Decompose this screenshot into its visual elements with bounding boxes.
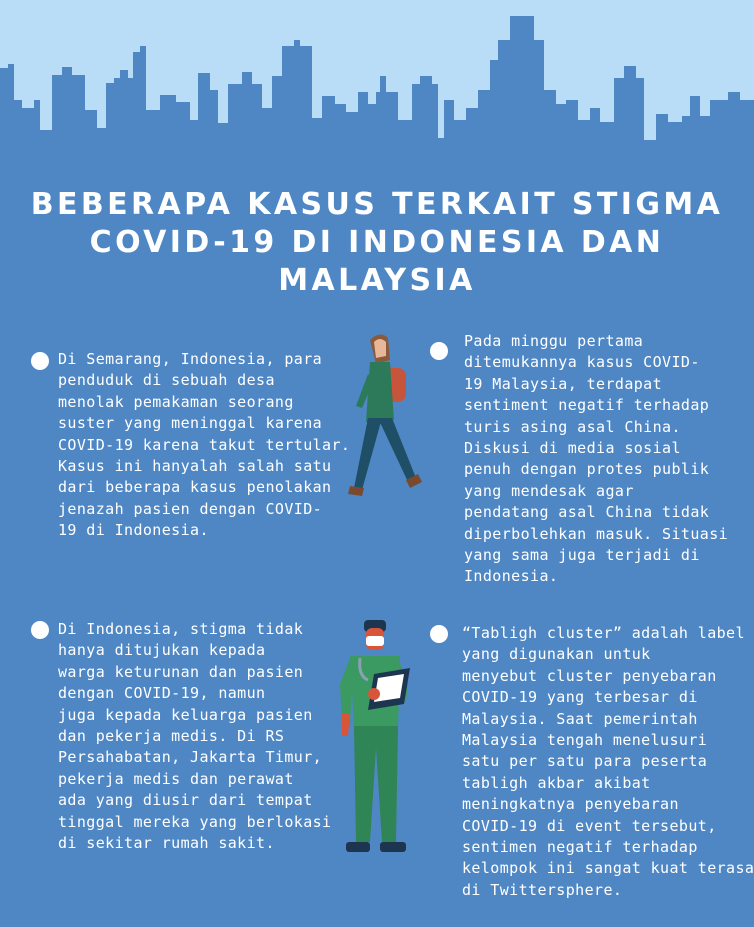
title-line: MALAYSIA bbox=[278, 263, 476, 298]
item-line: 19 Malaysia, terdapat bbox=[464, 374, 663, 393]
item-line: di sekitar rumah sakit. bbox=[58, 834, 275, 853]
bullet-circle-icon bbox=[31, 621, 49, 639]
item-line: turis asing asal China. bbox=[464, 417, 681, 436]
item-line: Di Indonesia, stigma tidak bbox=[58, 620, 304, 638]
item-line: kelompok ini sangat kuat terasa bbox=[462, 859, 754, 878]
item-line: dengan COVID-19, namun bbox=[58, 684, 266, 703]
item-line: tabligh akbar akibat bbox=[462, 773, 651, 792]
item-line: di Twittersphere. bbox=[462, 880, 623, 899]
case-item-tabligh-cluster bbox=[462, 623, 754, 901]
item-line: yang mendesak agar bbox=[464, 481, 634, 500]
traveler-with-backpack-illustration bbox=[340, 330, 430, 502]
item-line: suster yang meninggal karena bbox=[58, 414, 323, 433]
title-line: BEBERAPA KASUS TERKAIT STIGMA bbox=[30, 187, 724, 222]
item-line: menyebut cluster penyebaran bbox=[462, 666, 717, 685]
item-line: Pada minggu pertama bbox=[464, 332, 644, 350]
item-line: meningkatnya penyebaran bbox=[462, 795, 679, 814]
item-line: menolak pemakaman seorang bbox=[58, 392, 294, 411]
item-line: yang sama juga terjadi di bbox=[464, 546, 700, 565]
item-line: diperbolehkan masuk. Situasi bbox=[464, 524, 729, 543]
item-line: Indonesia. bbox=[464, 567, 559, 586]
item-line: 19 di Indonesia. bbox=[58, 521, 209, 540]
case-item-semarang bbox=[58, 349, 350, 542]
case-item-medical-workers bbox=[58, 619, 332, 854]
item-line: juga kepada keluarga pasien bbox=[58, 705, 313, 724]
bullet-circle-icon bbox=[430, 625, 448, 643]
item-line: penuh dengan protes publik bbox=[464, 460, 710, 479]
item-line: “Tabligh cluster” adalah label bbox=[462, 624, 745, 642]
item-line: COVID-19 karena takut tertular. bbox=[58, 435, 351, 454]
case-item-malaysia-first-week bbox=[464, 331, 728, 588]
item-line: Persahabatan, Jakarta Timur, bbox=[58, 748, 323, 767]
item-line: tinggal mereka yang berlokasi bbox=[58, 812, 332, 831]
medical-worker-with-clipboard-illustration bbox=[330, 618, 416, 862]
item-line: Diskusi di media sosial bbox=[464, 439, 681, 458]
item-line: pekerja medis dan perawat bbox=[58, 769, 294, 788]
title-line: COVID-19 DI INDONESIA DAN bbox=[89, 225, 665, 260]
item-line: dari beberapa kasus penolakan bbox=[58, 478, 332, 497]
bullet-circle-icon bbox=[430, 342, 448, 360]
page-title bbox=[0, 186, 754, 300]
item-line: yang digunakan untuk bbox=[462, 645, 651, 664]
item-line: penduduk di sebuah desa bbox=[58, 371, 275, 390]
item-line: warga keturunan dan pasien bbox=[58, 662, 304, 681]
item-line: hanya ditujukan kepada bbox=[58, 641, 266, 660]
item-line: COVID-19 di event tersebut, bbox=[462, 816, 717, 835]
item-line: Kasus ini hanyalah salah satu bbox=[58, 457, 332, 476]
city-skyline-illustration bbox=[0, 0, 754, 160]
item-line: Malaysia. Saat pemerintah bbox=[462, 709, 698, 728]
item-line: sentimen negatif terhadap bbox=[462, 838, 698, 857]
item-line: COVID-19 yang terbesar di bbox=[462, 688, 698, 707]
item-line: Malaysia tengah menelusuri bbox=[462, 731, 708, 750]
item-line: ada yang diusir dari tempat bbox=[58, 791, 313, 810]
item-line: satu per satu para peserta bbox=[462, 752, 708, 771]
item-line: ditemukannya kasus COVID- bbox=[464, 353, 700, 372]
item-line: Di Semarang, Indonesia, para bbox=[58, 350, 323, 368]
item-line: pendatang asal China tidak bbox=[464, 503, 710, 522]
item-line: dan pekerja medis. Di RS bbox=[58, 727, 285, 746]
bullet-circle-icon bbox=[31, 352, 49, 370]
item-line: jenazah pasien dengan COVID- bbox=[58, 499, 323, 518]
item-line: sentiment negatif terhadap bbox=[464, 396, 710, 415]
